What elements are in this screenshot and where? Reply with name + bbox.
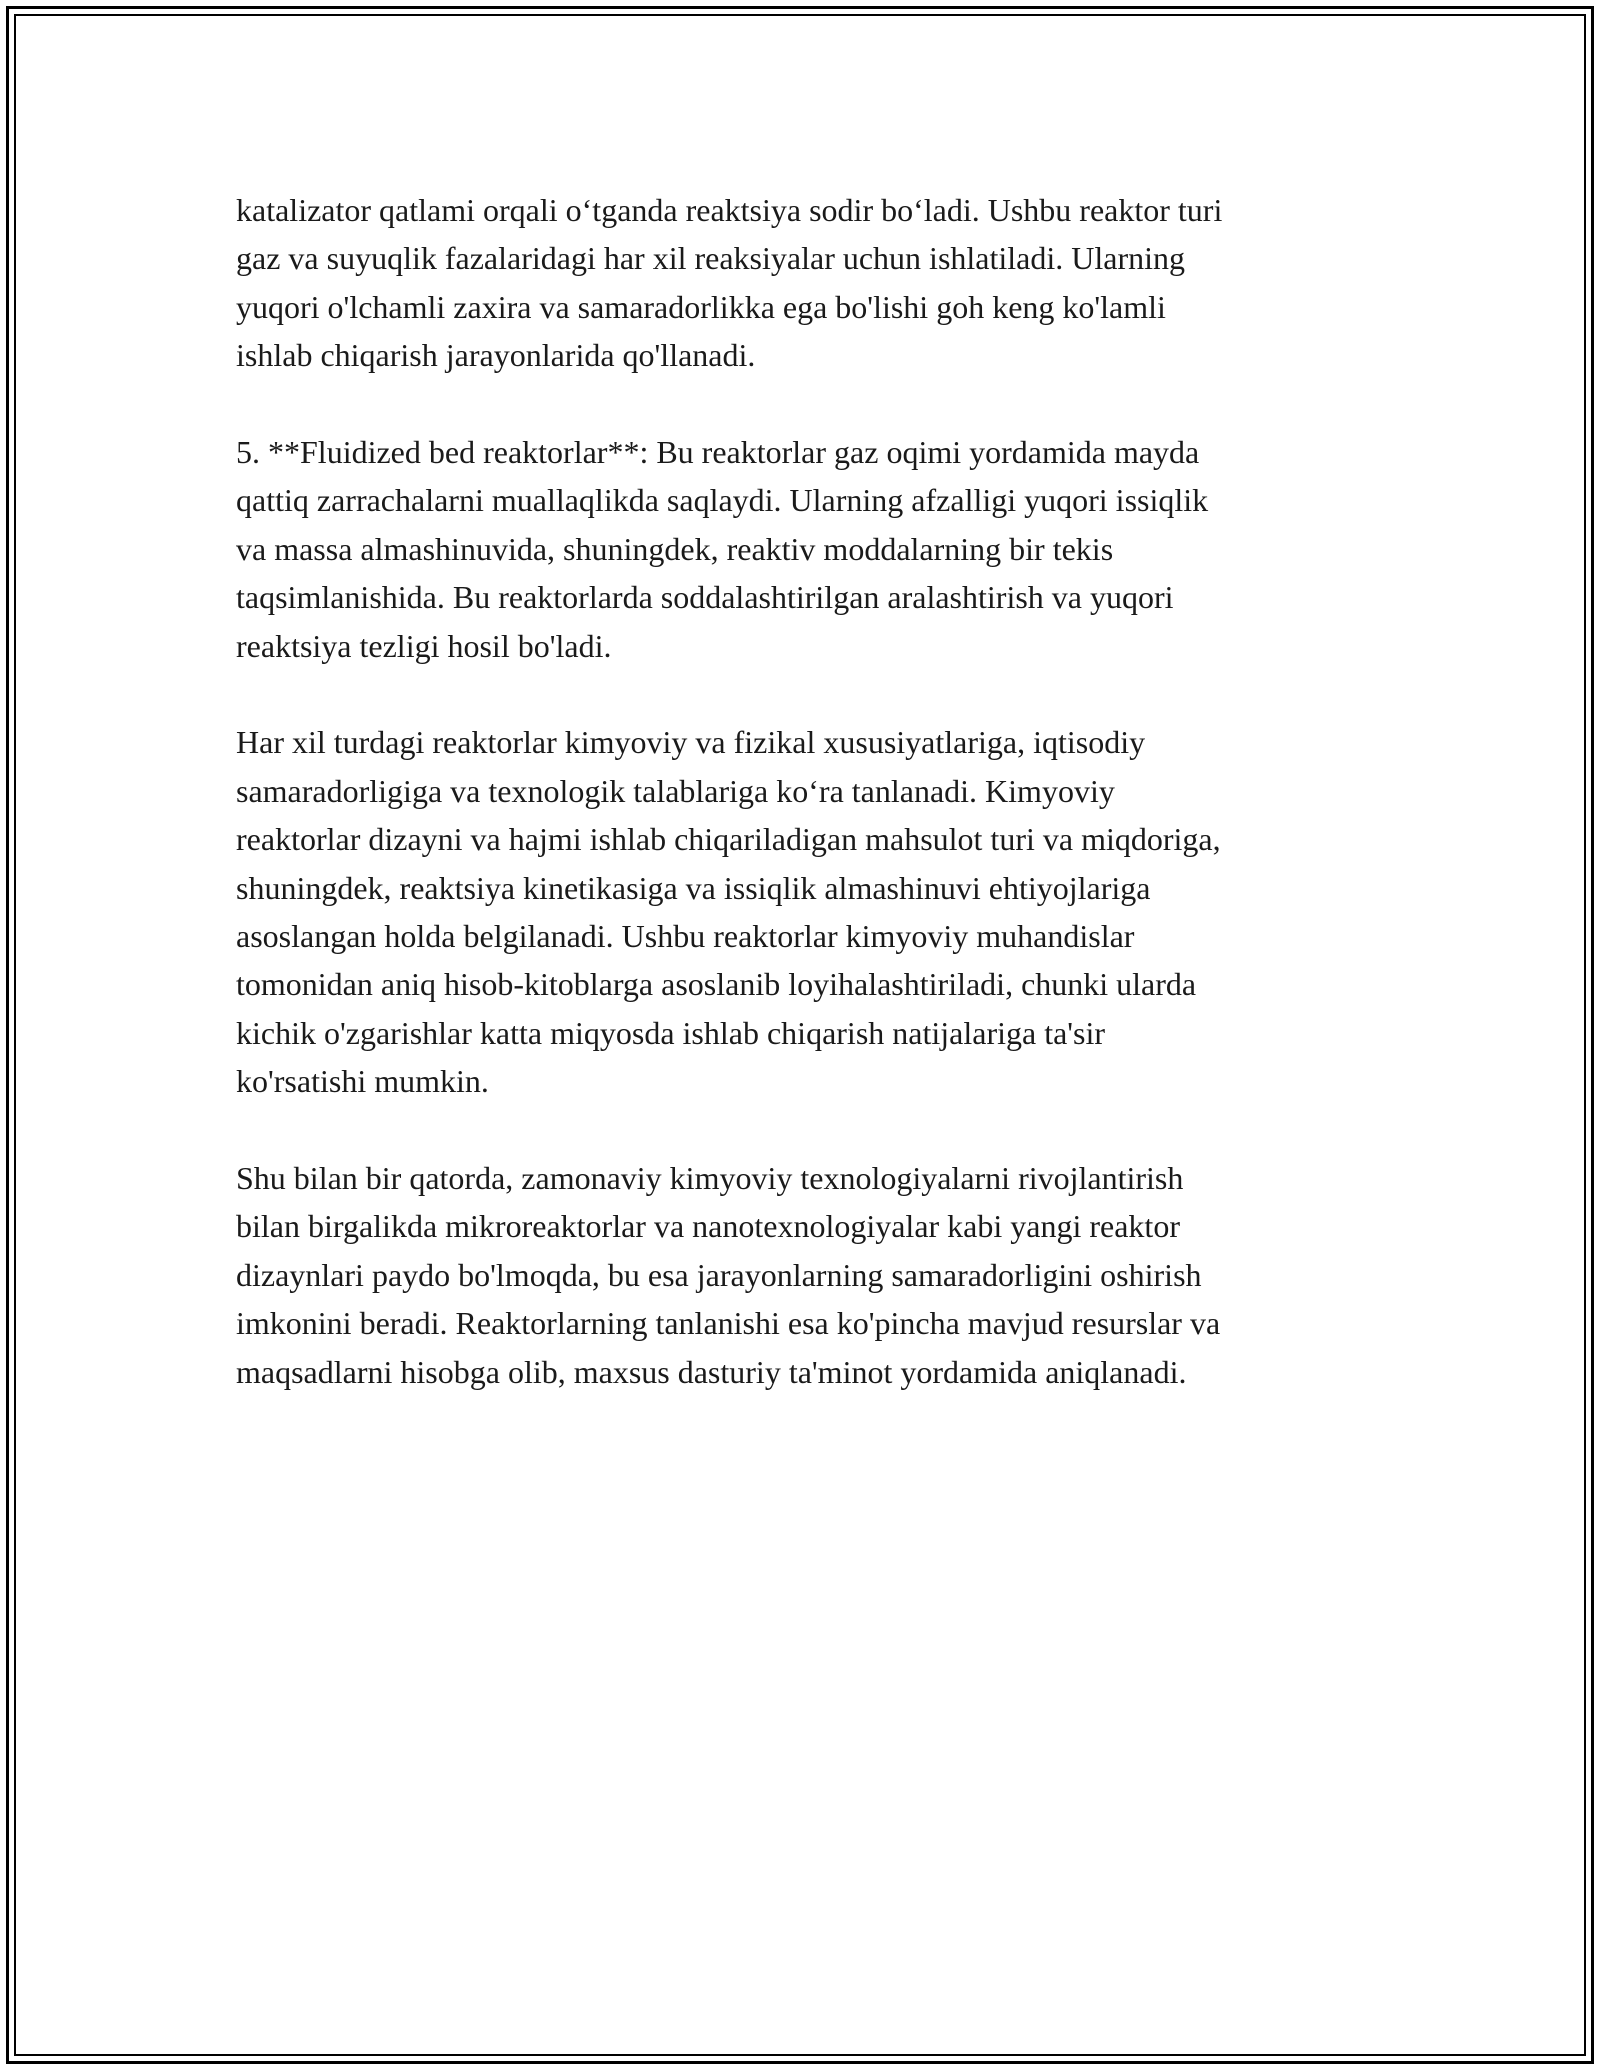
paragraph-modern-technologies: Shu bilan bir qatorda, zamonaviy kimyoviy texnologiyalarni rivojlantirish bilan birgalikda mikroreaktorlar va nanotexnologiyalar kabi yangi reaktor dizaynlari paydo bo'lmoqda, bu esa jarayonlarning samaradorligini oshirish imkonini beradi. Reaktorlarning tanlanishi esa ko'pincha mavjud resurslar va maqsadlarni hisobga olib, maxsus dasturiy ta'minot yordamida aniqlanadi. [236,1160,1221,1390]
paragraph-fluidized-bed: 5. **Fluidized bed reaktorlar**: Bu reaktorlar gaz oqimi yordamida mayda qattiq zarrachalarni muallaqlikda saqlaydi. Ularning afzalligi yuqori issiqlik va massa almashinuvida, shuningdek, reaktiv moddalarning bir tekis taqsimlanishida. Bu reaktorlarda soddalashtirilgan aralashtirish va yuqori reaktsiya tezligi hosil bo'ladi. [236,434,1209,664]
paragraph-katalizator: katalizator qatlami orqali o‘tganda reaktsiya sodir bo‘ladi. Ushbu reaktor turi gaz va suyuqlik fazalaridagi har xil reaksiyalar uchun ishlatiladi. Ularning yuqori o'lchamli zaxira va samaradorlikka ega bo'lishi goh keng ko'lamli ishlab chiqarish jarayonlarida qo'llanadi. [236,192,1223,374]
paragraph-reactor-selection: Har xil turdagi reaktorlar kimyoviy va fizikal xususiyatlariga, iqtisodiy samaradorligiga va texnologik talablariga ko‘ra tanlanadi. Kimyoviy reaktorlar dizayni va hajmi ishlab chiqariladigan mahsulot turi va miqdoriga, shuningdek, reaktsiya kinetikasiga va issiqlik almashinuvi ehtiyojlariga asoslangan holda belgilanadi. Ushbu reaktorlar kimyoviy muhandislar tomonidan aniq hisob-kitoblarga asoslanib loyihalashtiriladi, chunki ularda kichik o'zgarishlar katta miqyosda ishlab chiqarish natijalariga ta'sir ko'rsatishi mumkin. [236,724,1221,1100]
document-body [236,186,1386,1445]
